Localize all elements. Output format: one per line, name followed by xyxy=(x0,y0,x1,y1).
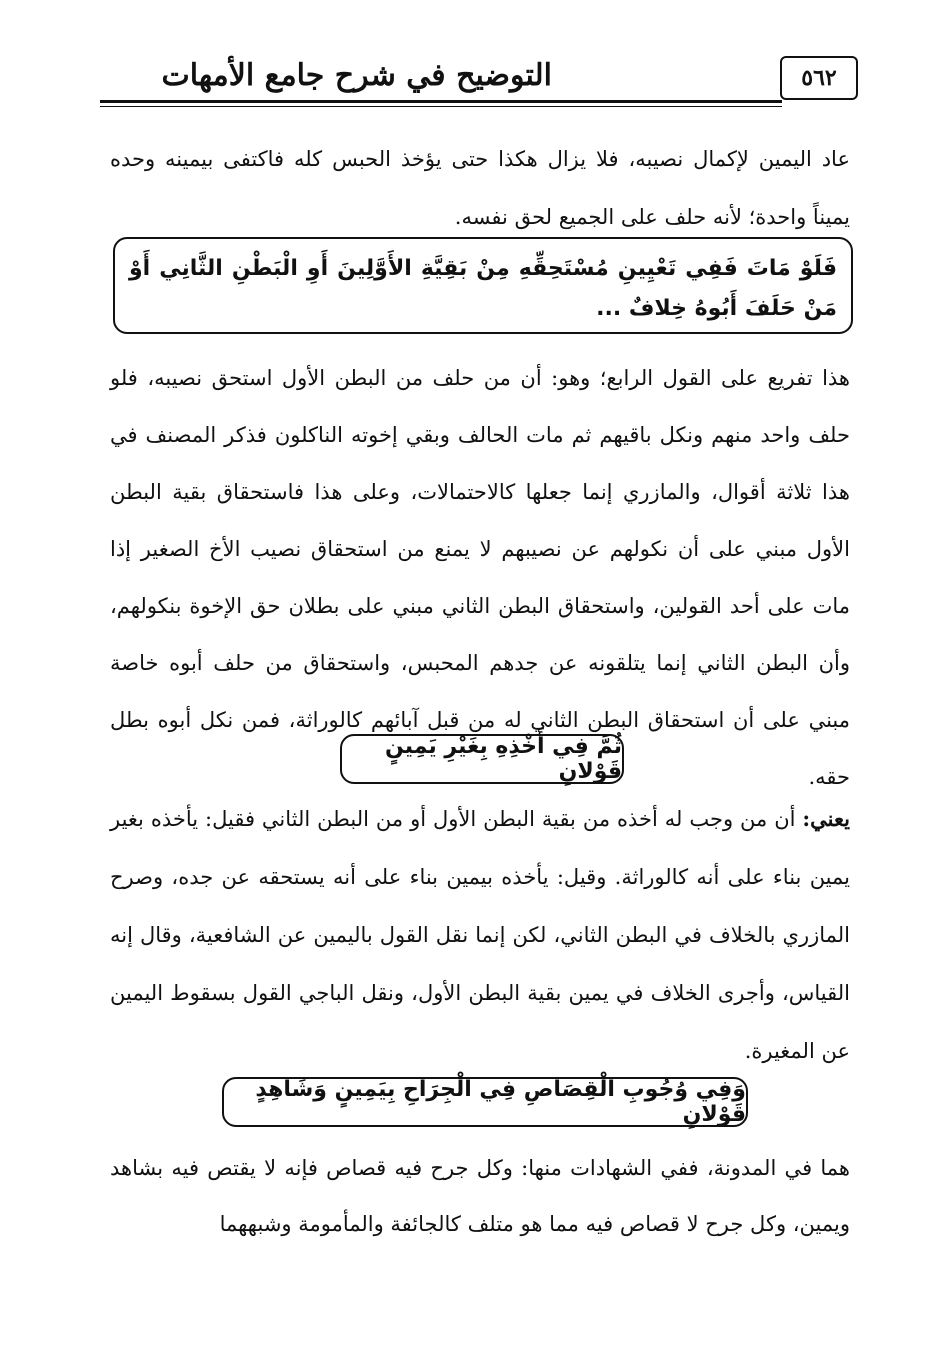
page-number: ٥٦٢ xyxy=(780,56,858,100)
matn-box-3-text: وَفِي وُجُوبِ الْقِصَاصِ فِي الْجِرَاحِ بِيَمِينٍ وَشَاهِدٍ قَوْلانِ xyxy=(255,1077,746,1127)
paragraph-3-lead: يعني: xyxy=(802,806,850,831)
matn-box-1: فَلَوْ مَاتَ فَفِي تَعْيِينِ مُسْتَحِقِّهِ مِنْ بَقِيَّةِ الأَوَّلِينَ أَوِ الْبَطْنِ الثَّانِي أَوْ مَنْ حَلَفَ أَبُوهُ خِلافٌ ... xyxy=(113,237,853,334)
book-title: التوضيح في شرح جامع الأمهات xyxy=(161,58,552,93)
page-header xyxy=(100,56,852,106)
paragraph-2: هذا تفريع على القول الرابع؛ وهو: أن من حلف من البطن الأول استحق نصيبه، فلو حلف واحد منهم ونكل باقيهم ثم مات الحالف وبقي إخوته الناكلون فذكر المصنف في هذا ثلاثة أقوال، والمازري إنما جعلها كالاحتمالات، وعلى هذا فاستحقاق بقية البطن الأول مبني على أن نكولهم عن نصيبهم لا يمنع من استحقاق نصيب الأخ الصغير إذا مات على أحد القولين، واستحقاق البطن الثاني مبني على بطلان حق الإخوة بنكولهم، وأن البطن الثاني إنما يتلقونه عن جدهم المحبس، واستحقاق من حلف أبوه خاصة مبني على أن استحقاق البطن الثاني له من قبل آبائهم كالوراثة، فمن نكل أبوه بطل حقه. xyxy=(110,366,850,789)
paragraph-3 xyxy=(110,790,850,1080)
header-rule-thin xyxy=(100,106,782,107)
header-rule xyxy=(100,100,782,103)
paragraph-1: عاد اليمين لإكمال نصيبه، فلا يزال هكذا حتى يؤخذ الحبس كله فاكتفى بيمينه وحده يميناً واحدة؛ لأنه حلف على الجميع لحق نفسه. xyxy=(110,147,850,229)
paragraph-3-text: أن من وجب له أخذه من بقية البطن الأول أو من البطن الثاني فقيل: يأخذه بغير يمين بناء على أنه كالوراثة. وقيل: يأخذه بيمين بناء على أنه يستحقه عن جده، وصرح المازري بالخلاف في البطن الثاني، لكن إنما نقل القول باليمين عن الشافعية، وقال إنه القياس، وأجرى الخلاف في يمين بقية البطن الأول، ونقل الباجي القول بسقوط اليمين عن المغيرة. xyxy=(110,807,850,1063)
matn-box-2 xyxy=(340,734,624,784)
matn-box-3 xyxy=(222,1077,748,1127)
paragraph-4: هما في المدونة، ففي الشهادات منها: وكل جرح فيه قصاص فإنه لا يقتص فيه بشاهد ويمين، وكل جرح لا قصاص فيه مما هو متلف كالجائفة والمأمومة وشبههما xyxy=(110,1156,850,1236)
matn-box-2-text: ثُمَّ فِي أَخْذِهِ بِغَيْرِ يَمِينٍ قَوْلانِ xyxy=(384,734,622,784)
